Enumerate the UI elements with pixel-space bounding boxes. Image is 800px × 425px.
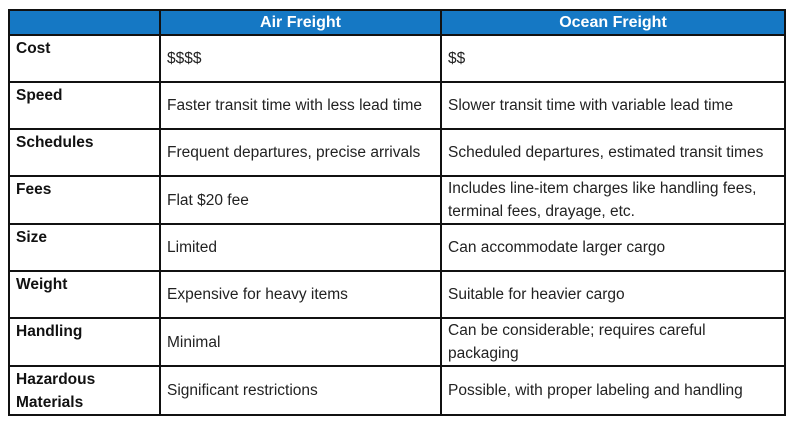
table-row <box>9 224 785 271</box>
header-ocean-freight: Ocean Freight <box>441 10 785 35</box>
ocean-cell: Slower transit time with variable lead time <box>441 82 785 129</box>
table-row <box>9 129 785 176</box>
ocean-cell: Suitable for heavier cargo <box>441 271 785 318</box>
ocean-cell: Includes line-item charges like handling fees, terminal fees, drayage, etc. <box>441 176 785 224</box>
table-row <box>9 82 785 129</box>
row-label: Speed <box>9 82 160 129</box>
ocean-cell: Can be considerable; requires careful packaging <box>441 318 785 366</box>
row-label: Size <box>9 224 160 271</box>
air-cell: Significant restrictions <box>160 366 441 415</box>
header-corner-cell <box>9 10 160 35</box>
table-row <box>9 271 785 318</box>
air-cell: Frequent departures, precise arrivals <box>160 129 441 176</box>
comparison-table-container <box>8 9 784 416</box>
air-cell: $$$$ <box>160 35 441 82</box>
table-row <box>9 176 785 224</box>
row-label: Handling <box>9 318 160 366</box>
air-cell: Expensive for heavy items <box>160 271 441 318</box>
ocean-cell: Possible, with proper labeling and handling <box>441 366 785 415</box>
row-label: Hazardous Materials <box>9 366 160 415</box>
air-cell: Limited <box>160 224 441 271</box>
ocean-cell: Scheduled departures, estimated transit times <box>441 129 785 176</box>
row-label: Fees <box>9 176 160 224</box>
air-cell: Flat $20 fee <box>160 176 441 224</box>
row-label: Cost <box>9 35 160 82</box>
ocean-cell: $$ <box>441 35 785 82</box>
row-label: Weight <box>9 271 160 318</box>
row-label: Schedules <box>9 129 160 176</box>
table-row <box>9 35 785 82</box>
air-cell: Minimal <box>160 318 441 366</box>
header-row <box>9 10 785 35</box>
air-cell: Faster transit time with less lead time <box>160 82 441 129</box>
table-row <box>9 366 785 415</box>
ocean-cell: Can accommodate larger cargo <box>441 224 785 271</box>
freight-comparison-table <box>8 9 786 416</box>
header-air-freight: Air Freight <box>160 10 441 35</box>
table-row <box>9 318 785 366</box>
